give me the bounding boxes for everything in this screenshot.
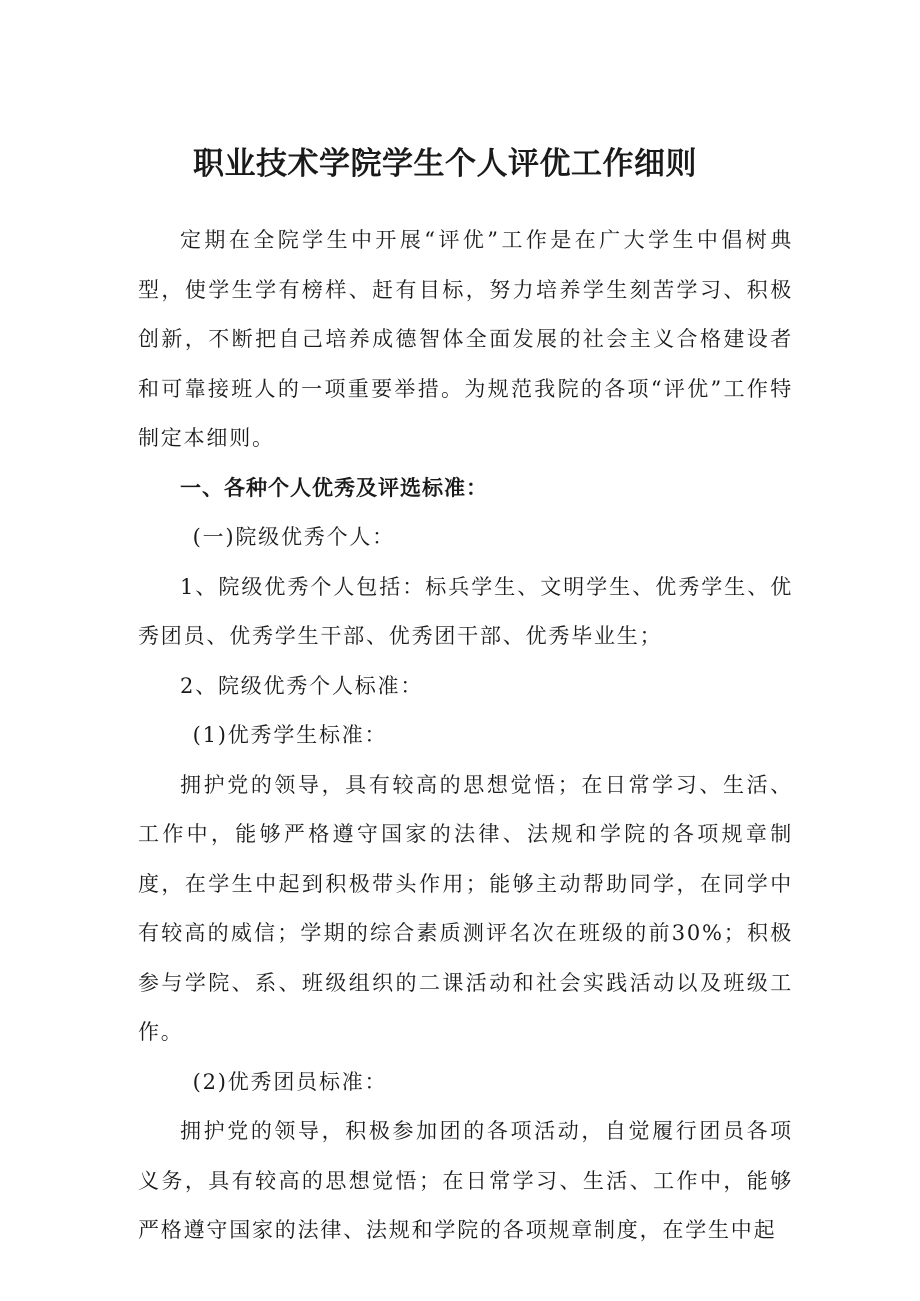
document-body [138,216,793,1256]
criteria-heading-student: (1)优秀学生标准： [192,723,388,747]
intro-paragraph: 定期在全院学生中开展“评优”工作是在广大学生中倡树典型，使学生学有榜样、赶有目标，努力培养学生刻苦学习、积极创新，不断把自己培养成德智体全面发展的社会主义合格建设者和可靠接班人的一项重要举措。为规范我院的各项“评优”工作特制定本细则。 [138,228,793,450]
criteria-heading-league-member: (2)优秀团员标准： [192,1069,388,1094]
document-title: 职业技术学院学生个人评优工作细则 [193,146,697,182]
criteria-paragraph-student: 拥护党的领导，具有较高的思想觉悟；在日常学习、生活、工作中，能够严格遵守国家的法律、法规和学院的各项规章制度，在学生中起到积极带头作用；能够主动帮助同学，在同学中有较高的威信；学期的综合素质测评名次在班级的前30%；积极参与学院、系、班级组织的二课活动和社会实践活动以及班级工作。 [138,772,793,1044]
subsection-heading: (一)院级优秀个人： [192,525,395,549]
criteria-paragraph-league-member: 拥护党的领导，积极参加团的各项活动，自觉履行团员各项义务，具有较高的思想觉悟；在日常学习、生活、工作中，能够严格遵守国家的法律、法规和学院的各项规章制度，在学生中起 [138,1119,793,1242]
list-item-categories: 1、院级优秀个人包括：标兵学生、文明学生、优秀学生、优秀团员、优秀学生干部、优秀团干部、优秀毕业生； [138,574,793,648]
list-item-standards: 2、院级优秀个人标准： [180,673,424,698]
section-heading: 一、各种个人优秀及评选标准： [180,475,488,500]
